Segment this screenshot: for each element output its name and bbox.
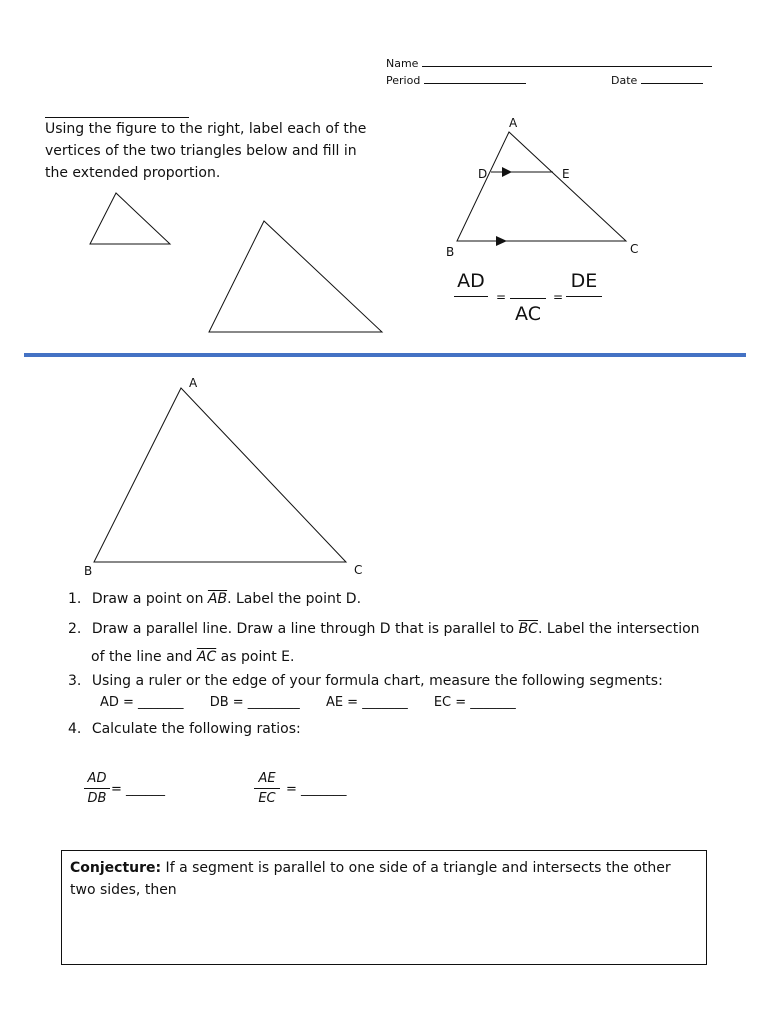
ratio-bar bbox=[254, 788, 280, 789]
label-e-ref: E bbox=[562, 167, 570, 181]
proportion-ac-text: AC bbox=[515, 303, 541, 325]
ratio-num: AE bbox=[258, 771, 276, 786]
ratio-den: DB bbox=[87, 791, 107, 806]
ratio-ae-ec bbox=[254, 771, 280, 806]
label-c-ref: C bbox=[630, 242, 639, 256]
step-2 bbox=[68, 618, 748, 668]
proportion-ad-bar bbox=[454, 296, 488, 297]
measurements bbox=[100, 692, 748, 714]
proportion-ac-bar bbox=[510, 298, 546, 299]
segment-bc: $\overline{BC}$ bbox=[518, 621, 538, 637]
reference-triangle bbox=[457, 132, 626, 241]
parallel-arrow-de bbox=[502, 167, 512, 177]
segment-ab: $\overline{AB}$ bbox=[207, 591, 228, 607]
ratio-ad-db bbox=[84, 771, 110, 806]
measure-ae[interactable]: AE = _______ bbox=[325, 695, 408, 710]
large-triangle bbox=[94, 388, 346, 562]
step-3 bbox=[68, 670, 748, 714]
step-number: 1. bbox=[68, 591, 82, 607]
label-d-ref: D bbox=[478, 167, 488, 181]
period-label: Period bbox=[386, 74, 421, 87]
step-text: . Label the point D. bbox=[227, 591, 362, 607]
ratio-num: AD bbox=[87, 771, 107, 786]
step-number: 3. bbox=[68, 673, 82, 689]
measure-ad[interactable]: AD = _______ bbox=[100, 695, 184, 710]
proportion-ad bbox=[454, 270, 488, 297]
label-b-ref: B bbox=[446, 245, 455, 259]
proportion-de-bar bbox=[566, 296, 602, 297]
small-triangle bbox=[90, 193, 170, 244]
step-text: Calculate the following ratios: bbox=[91, 721, 301, 737]
step-text: . Label the intersection bbox=[537, 621, 700, 637]
step-4 bbox=[68, 718, 301, 740]
segment-ac: $\overline{AC}$ bbox=[196, 649, 217, 665]
step-2-line-2 bbox=[91, 646, 748, 668]
ratio-1-answer[interactable]: = ______ bbox=[111, 782, 166, 797]
step-text: Using a ruler or the edge of your formula chart, measure the following segments: bbox=[91, 673, 663, 689]
proportion-ad-text: AD bbox=[457, 270, 485, 292]
step-number: 4. bbox=[68, 721, 82, 737]
step-text: Draw a point on bbox=[91, 591, 208, 607]
step-3-line-1 bbox=[68, 670, 748, 692]
ratio-den: EC bbox=[258, 791, 276, 806]
label-a-large: A bbox=[189, 376, 198, 390]
date-label: Date bbox=[611, 74, 638, 87]
proportion-de bbox=[566, 270, 602, 297]
measure-db[interactable]: DB = ________ bbox=[209, 695, 300, 710]
step-1 bbox=[68, 588, 361, 610]
label-a-ref: A bbox=[509, 116, 518, 130]
conjecture-line-2: two sides, then bbox=[70, 882, 177, 898]
section-divider bbox=[24, 353, 746, 357]
conjecture-line-1: If a segment is parallel to one side of a triangle and intersects the other bbox=[161, 860, 671, 876]
step-text: of the line and bbox=[91, 649, 197, 665]
instruction-line: Using the figure to the right, label each of the bbox=[45, 121, 367, 137]
conjecture-text bbox=[70, 857, 698, 901]
parallel-arrow-bc bbox=[496, 236, 507, 246]
measure-ec[interactable]: EC = _______ bbox=[433, 695, 516, 710]
proportion-ac bbox=[510, 298, 546, 325]
step-2-line-1 bbox=[68, 618, 748, 640]
conjecture-label: Conjecture: bbox=[70, 860, 162, 876]
label-c-large: C bbox=[354, 563, 363, 577]
instruction-line: vertices of the two triangles below and fill in bbox=[45, 143, 357, 159]
ratio-2-answer[interactable]: = _______ bbox=[286, 782, 347, 797]
proportion-de-text: DE bbox=[570, 270, 598, 292]
step-text: as point E. bbox=[216, 649, 295, 665]
step-number: 2. bbox=[68, 621, 82, 637]
label-b-large: B bbox=[84, 564, 93, 578]
name-label: Name bbox=[386, 57, 419, 70]
extended-proportion bbox=[452, 270, 612, 334]
proportion-equals-2: = bbox=[553, 290, 564, 304]
medium-triangle bbox=[209, 221, 382, 332]
conjecture-box[interactable] bbox=[61, 850, 707, 965]
step-text: Draw a parallel line. Draw a line through D that is parallel to bbox=[91, 621, 519, 637]
ratio-bar bbox=[84, 788, 110, 789]
instruction-line: the extended proportion. bbox=[45, 165, 221, 181]
proportion-equals-1: = bbox=[496, 290, 507, 304]
